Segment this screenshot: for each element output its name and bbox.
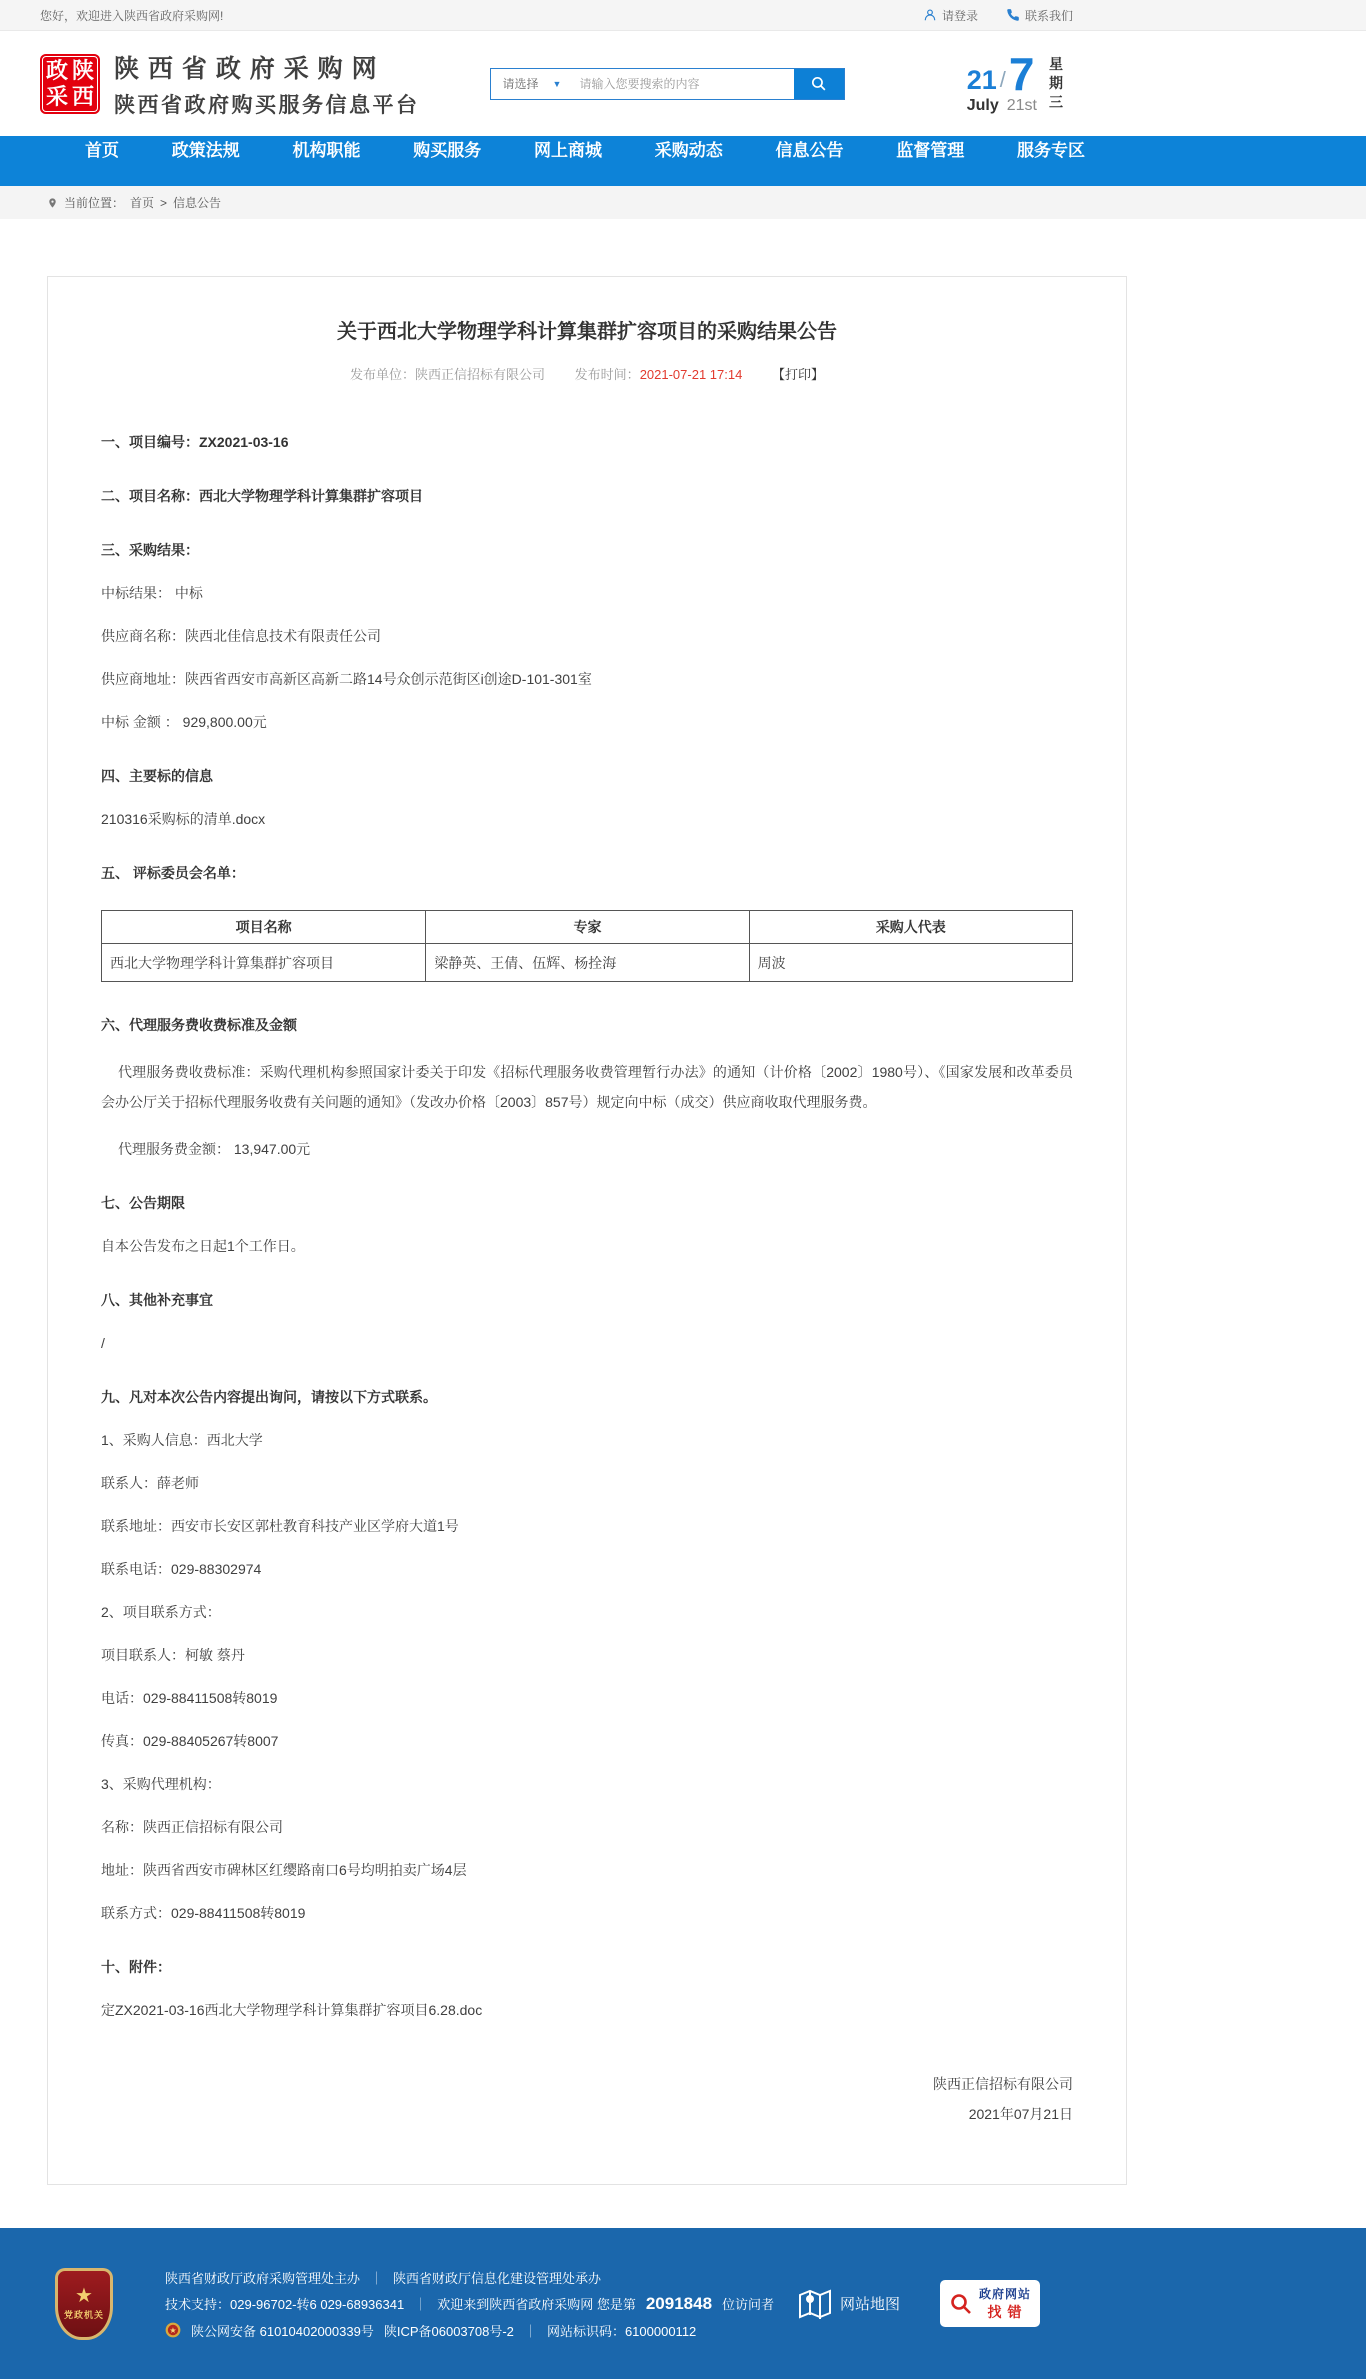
chevron-down-icon: ▼ [552, 78, 562, 89]
nav-item-announcements[interactable]: 信息公告 [775, 141, 844, 160]
welcome-text: 您好，欢迎进入陕西省政府采购网! [40, 8, 224, 23]
footer-line-registration [165, 2321, 774, 2340]
article-signature [101, 2069, 1073, 2129]
login-label: 请登录 [941, 8, 978, 23]
seal-char: 采 [45, 83, 68, 109]
site-footer [0, 2228, 1366, 2379]
cell-purchaser-rep: 周波 [749, 944, 1072, 982]
article-meta [101, 364, 1073, 383]
footer-line-support [165, 2294, 774, 2314]
error-finder-magnifier-icon [949, 2292, 973, 2316]
agency-fee-standard: 代理服务费收费标准：采购代理机构参照国家计委关于印发《招标代理服务收费管理暂行办法》的通知（计价格〔2002〕1980号）、《国家发展和改革委员会办公厅关于招标代理服务收费有关问题的通知》（发改办价格〔2003〕857号）规定向中标（成交）供应商收取代理服务费。 [101, 1064, 1073, 1110]
date-day: 21 [966, 64, 997, 95]
breadcrumb-home[interactable]: 首页 [130, 196, 155, 210]
phone-icon [1006, 8, 1020, 22]
user-icon [923, 8, 937, 22]
nav-item-procurement-news[interactable]: 采购动态 [654, 141, 723, 160]
breadcrumb-separator: > [160, 195, 168, 210]
date-month-name: July [966, 96, 999, 114]
table-header-experts: 专家 [426, 911, 749, 944]
sitemap-link[interactable] [798, 2289, 900, 2319]
svg-text:★: ★ [169, 2326, 177, 2335]
table-row [102, 944, 1073, 982]
footer-visitor-text: 欢迎来到陕西省政府采购网 您是第 [437, 2297, 636, 2312]
nav-item-policies[interactable]: 政策法规 [171, 141, 240, 160]
section-heading-4: 四、主要标的信息 [101, 768, 213, 784]
purchaser-info: 1、采购人信息：西北大学 [101, 1432, 263, 1448]
star-icon: ★ [75, 2285, 93, 2307]
main-content [0, 276, 1366, 2228]
publisher-label: 发布单位： [350, 367, 416, 382]
error-badge-line2: 找错 [987, 2304, 1028, 2320]
article-card [47, 276, 1127, 2185]
contact-person: 联系人：薛老师 [101, 1475, 199, 1491]
sitemap-label: 网站地图 [839, 2296, 900, 2313]
section-heading-5: 五、 评标委员会名单： [101, 865, 245, 881]
nav-item-purchase-services[interactable]: 购买服务 [413, 141, 482, 160]
attachment-link[interactable]: 定ZX2021-03-16西北大学物理学科计算集群扩容项目6.28.doc [101, 2002, 483, 2018]
breadcrumb-label: 当前位置： [64, 196, 125, 210]
cell-project-name: 西北大学物理学科计算集群扩容项目 [102, 944, 426, 982]
supplier-name: 供应商名称：陕西北佳信息技术有限责任公司 [101, 628, 381, 644]
party-gov-badge-icon [55, 2268, 113, 2340]
nav-item-functions[interactable]: 机构职能 [292, 141, 361, 160]
footer-visitor-suffix: 位访问者 [722, 2297, 775, 2312]
section-heading-3: 三、采购结果： [101, 542, 199, 558]
weekday-char: 期 [1049, 74, 1063, 91]
site-error-report-badge[interactable] [940, 2280, 1040, 2327]
section-heading-7: 七、公告期限 [101, 1195, 185, 1211]
nav-item-home[interactable]: 首页 [85, 141, 119, 160]
top-bar [0, 0, 1366, 31]
bid-result: 中标结果： 中标 [101, 585, 203, 601]
project-phone: 电话：029-88411508转8019 [101, 1690, 278, 1706]
breadcrumb-current: 信息公告 [173, 196, 222, 210]
search-category-value: 请选择 [502, 77, 539, 91]
location-pin-icon [47, 196, 58, 210]
publisher-name: 陕西正信招标有限公司 [415, 367, 546, 382]
search-icon [810, 75, 827, 92]
agency-heading: 3、采购代理机构： [101, 1776, 221, 1792]
site-header [0, 31, 1366, 136]
weekday-char: 三 [1049, 93, 1063, 110]
cell-experts: 梁静英、王倩、伍辉、杨拴海 [426, 944, 749, 982]
date-slash: / [999, 66, 1006, 92]
publish-time-label: 发布时间： [574, 367, 640, 382]
section-heading-2: 二、项目名称：西北大学物理学科计算集群扩容项目 [101, 488, 423, 504]
supplier-address: 供应商地址：陕西省西安市高新区高新二路14号众创示范街区i创途D-101-301室 [101, 671, 592, 687]
footer-line-organizers [165, 2268, 774, 2287]
publish-time: 2021-07-21 17:14 [639, 367, 743, 382]
print-button[interactable]: 【打印】 [771, 367, 824, 382]
date-weekday [1049, 53, 1063, 112]
table-header-project: 项目名称 [102, 911, 426, 944]
project-contact-person: 项目联系人：柯敏 蔡丹 [101, 1647, 245, 1663]
agency-fee-amount: 代理服务费金额： 13,947.00元 [118, 1141, 311, 1157]
table-header-purchaser-rep: 采购人代表 [749, 911, 1072, 944]
seal-char: 西 [71, 83, 94, 109]
agency-address: 地址：陕西省西安市碑林区红缨路南口6号均明拍卖广场4层 [101, 1862, 467, 1878]
site-subtitle: 陕西省政府购买服务信息平台 [114, 93, 420, 117]
icp-record: 陕ICP备06003708号-2 [383, 2323, 514, 2339]
sitemap-icon [798, 2289, 832, 2319]
footer-organizer: 陕西省财政厅政府采购管理处主办 [165, 2270, 361, 2286]
section-heading-1: 一、项目编号：ZX2021-03-16 [101, 434, 289, 450]
police-badge-icon [165, 2322, 181, 2338]
site-logo[interactable] [40, 49, 420, 119]
bid-amount: 中标 金额 ： 929,800.00元 [101, 714, 267, 730]
search-button[interactable] [794, 69, 844, 99]
contact-address: 联系地址：西安市长安区郭杜教育科技产业区学府大道1号 [101, 1518, 459, 1534]
site-identifier-code: 网站标识码：6100000112 [546, 2323, 697, 2339]
date-ordinal: 21st [1006, 96, 1037, 114]
signature-date: 2021年07月21日 [968, 2106, 1073, 2122]
date-month: 7 [1008, 47, 1035, 100]
main-nav [0, 136, 1366, 186]
section-heading-6: 六、代理服务费收费标准及金额 [101, 1017, 297, 1033]
footer-divider: ｜ [523, 2323, 537, 2339]
announcement-period: 自本公告发布之日起1个工作日。 [101, 1238, 305, 1254]
evaluation-committee-table [101, 910, 1073, 982]
article-body [101, 431, 1073, 2021]
footer-divider: ｜ [414, 2297, 428, 2312]
footer-divider: ｜ [370, 2270, 384, 2286]
project-fax: 传真：029-88405267转8007 [101, 1733, 279, 1749]
contact-label: 联系我们 [1024, 8, 1073, 23]
agency-name: 名称：陕西正信招标有限公司 [101, 1819, 283, 1835]
other-matters: / [101, 1335, 105, 1351]
login-link[interactable] [923, 7, 978, 24]
signature-company: 陕西正信招标有限公司 [933, 2076, 1073, 2092]
seal-logo-icon [40, 54, 100, 114]
seal-char: 政 [45, 57, 68, 83]
site-title: 陕 西 省 政 府 采 购 网 [114, 54, 378, 83]
date-widget [966, 47, 1063, 115]
footer-co-organizer: 陕西省财政厅信息化建设管理处承办 [393, 2270, 602, 2286]
search-category-select[interactable] [491, 69, 572, 99]
agency-contact: 联系方式：029-88411508转8019 [101, 1905, 306, 1921]
section-heading-9: 九、凡对本次公告内容提出询问，请按以下方式联系。 [101, 1389, 437, 1405]
error-badge-line1: 政府网站 [978, 2287, 1031, 2301]
contact-link[interactable] [1006, 7, 1073, 24]
nav-item-service-zone[interactable]: 服务专区 [1017, 141, 1085, 160]
section-heading-8: 八、其他补充事宜 [101, 1292, 213, 1308]
party-gov-badge-label: 党政机关 [63, 2310, 104, 2320]
contact-phone: 联系电话：029-88302974 [101, 1561, 262, 1577]
page-title: 关于西北大学物理学科计算集群扩容项目的采购结果公告 [337, 321, 837, 343]
nav-item-online-mall[interactable]: 网上商城 [534, 141, 602, 160]
table-header-row [102, 911, 1073, 944]
breadcrumb-bar [0, 186, 1366, 219]
search-input[interactable] [571, 69, 793, 99]
project-contact-heading: 2、项目联系方式： [101, 1604, 221, 1620]
visitor-count: 2091848 [645, 2293, 713, 2313]
section-heading-10: 十、附件： [101, 1959, 171, 1975]
seal-char: 陕 [71, 57, 94, 83]
search-box [490, 68, 845, 100]
subject-list-file: 210316采购标的清单.docx [101, 811, 266, 827]
footer-tech-support: 技术支持：029-96702-转6 029-68936341 [165, 2297, 405, 2312]
nav-item-supervision[interactable]: 监督管理 [896, 141, 965, 160]
security-record-link[interactable]: 陕公网安备 61010402000339号 [191, 2323, 374, 2339]
weekday-char: 星 [1049, 55, 1063, 72]
